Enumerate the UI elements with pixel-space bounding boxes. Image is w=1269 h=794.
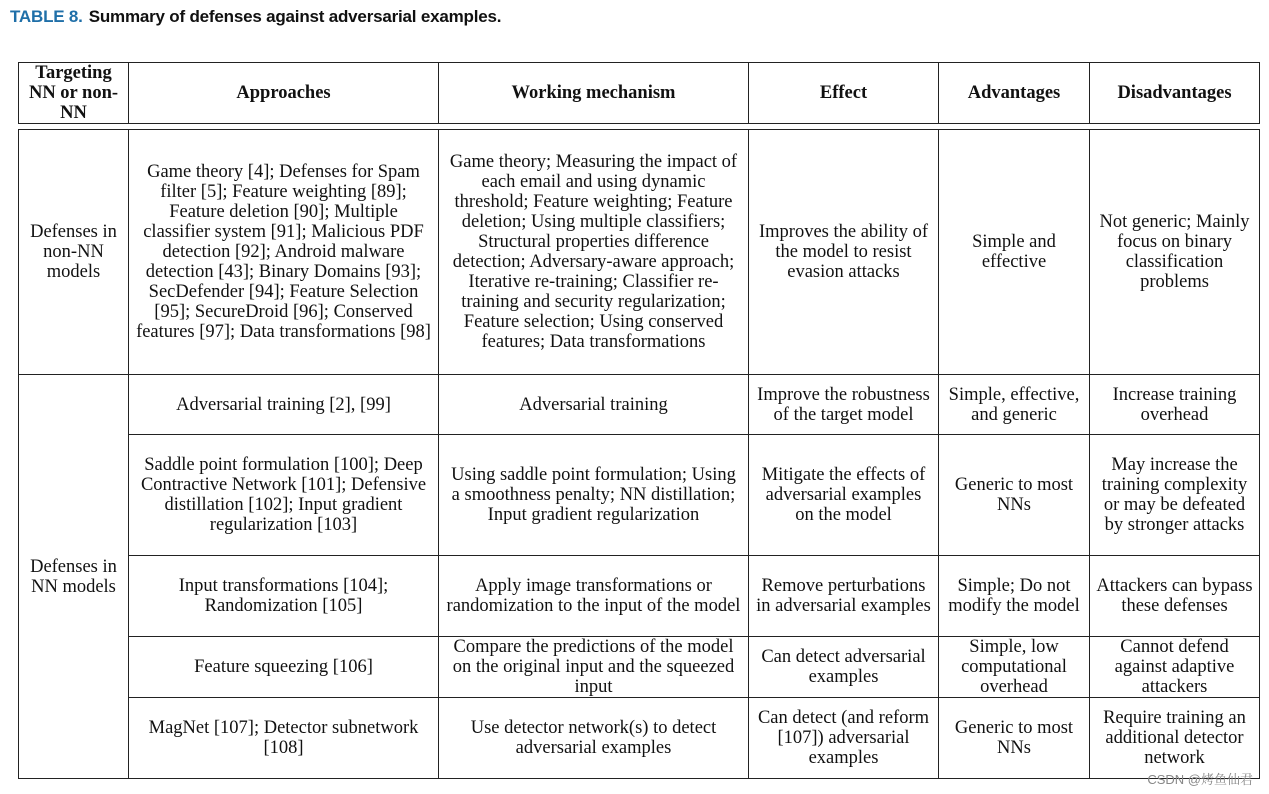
cell-effect: Remove perturbations in adversarial examples (749, 556, 939, 637)
table-body (18, 129, 1260, 779)
group-label-nn: Defenses in NN models (19, 375, 129, 779)
cell-approaches: Input transformations [104]; Randomization [105] (129, 556, 439, 637)
cell-effect: Improves the ability of the model to resist evasion attacks (749, 130, 939, 375)
group-label-non-nn: Defenses in non-NN models (19, 130, 129, 375)
table-row (19, 130, 1260, 375)
table-number: TABLE 8. (10, 7, 83, 26)
cell-approaches: Adversarial training [2], [99] (129, 375, 439, 435)
cell-disadvantages: Require training an additional detector network (1090, 698, 1260, 779)
cell-advantages: Simple, low computational overhead (939, 637, 1090, 698)
cell-advantages: Simple and effective (939, 130, 1090, 375)
cell-mechanism: Use detector network(s) to detect adversarial examples (439, 698, 749, 779)
table-row (19, 375, 1260, 435)
cell-mechanism: Adversarial training (439, 375, 749, 435)
table-caption (10, 7, 501, 27)
cell-disadvantages: Not generic; Mainly focus on binary classification problems (1090, 130, 1260, 375)
cell-approaches: MagNet [107]; Detector subnetwork [108] (129, 698, 439, 779)
cell-approaches: Saddle point formulation [100]; Deep Contractive Network [101]; Defensive distillation [102]; Input gradient regularization [103] (129, 435, 439, 556)
col-header-effect: Effect (749, 63, 939, 124)
col-header-targeting: Targeting NN or non-NN (19, 63, 129, 124)
table-row (19, 556, 1260, 637)
col-header-mechanism: Working mechanism (439, 63, 749, 124)
cell-effect: Mitigate the effects of adversarial examples on the model (749, 435, 939, 556)
cell-mechanism: Game theory; Measuring the impact of each email and using dynamic threshold; Feature weighting; Feature deletion; Using multiple classifiers; Structural properties difference detection; Adversary-aware approach; Iterative re-training; Classifier re-training and security regularization; Feature selection; Using conserved features; Data transformations (439, 130, 749, 375)
col-header-advantages: Advantages (939, 63, 1090, 124)
cell-effect: Improve the robustness of the target model (749, 375, 939, 435)
cell-mechanism: Using saddle point formulation; Using a smoothness penalty; NN distillation; Input gradient regularization (439, 435, 749, 556)
cell-advantages: Simple; Do not modify the model (939, 556, 1090, 637)
cell-advantages: Generic to most NNs (939, 435, 1090, 556)
cell-disadvantages: Cannot defend against adaptive attackers (1090, 637, 1260, 698)
watermark: CSDN @烤鱼仙君 (1147, 772, 1253, 787)
table-row (19, 698, 1260, 779)
cell-effect: Can detect adversarial examples (749, 637, 939, 698)
cell-mechanism: Compare the predictions of the model on the original input and the squeezed input (439, 637, 749, 698)
table-row (19, 435, 1260, 556)
table-title: Summary of defenses against adversarial examples. (88, 7, 502, 26)
cell-approaches: Game theory [4]; Defenses for Spam filter [5]; Feature weighting [89]; Feature deletion [90]; Multiple classifier system [91]; Malicious PDF detection [92]; Android malware detection [43]; Binary Domains [93]; SecDefender [94]; Feature Selection [95]; SecureDroid [96]; Conserved features [97]; Data transformations [98] (129, 130, 439, 375)
col-header-disadvantages: Disadvantages (1090, 63, 1260, 124)
cell-advantages: Generic to most NNs (939, 698, 1090, 779)
cell-disadvantages: Increase training overhead (1090, 375, 1260, 435)
cell-effect: Can detect (and reform [107]) adversarial examples (749, 698, 939, 779)
cell-disadvantages: Attackers can bypass these defenses (1090, 556, 1260, 637)
col-header-approaches: Approaches (129, 63, 439, 124)
cell-mechanism: Apply image transformations or randomization to the input of the model (439, 556, 749, 637)
cell-disadvantages: May increase the training complexity or may be defeated by stronger attacks (1090, 435, 1260, 556)
table-row (19, 637, 1260, 698)
cell-advantages: Simple, effective, and generic (939, 375, 1090, 435)
table-header (18, 62, 1260, 124)
cell-approaches: Feature squeezing [106] (129, 637, 439, 698)
